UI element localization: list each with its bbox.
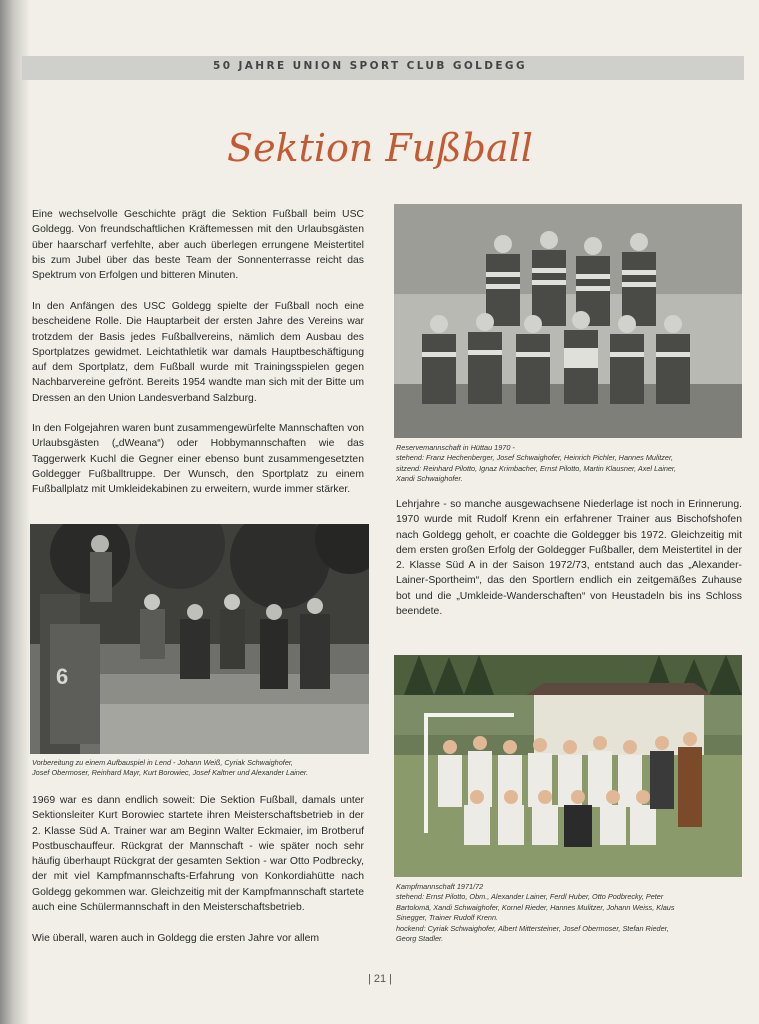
caption-line: Xandi Schwaighofer. [396, 474, 463, 484]
caption-preparation [32, 758, 370, 779]
caption-line: stehend: Franz Hechenberger, Josef Schwaighofer, Heinrich Pichler, Hannes Mulitzer, [396, 453, 674, 463]
running-header: 50 JAHRE UNION SPORT CLUB GOLDEGG [213, 60, 527, 72]
lehrjahre-paragraph: Lehrjahre - so manche ausgewachsene Niederlage ist noch in Erinnerung. 1970 wurde mit Rudolf Krenn ein erfahrener Trainer aus Bischofshofen nach Goldegg geholt, er coachte die Goldegger bis 1972. Gleichzeitig mit dem ersten großen Erfolg der Goldegger Fußballer, dem Meistertitel in der 2. Klasse Süd A in der Saison 1972/73, entstand auch das „Alexander-Lainer-Sportheim“, das den Sportlern endlich ein zeitgemäßes Zuhause bot und die „Umkleide-Wanderschaften“ von Heustadeln bis ins Schloss beendete. [396, 499, 742, 618]
photo-reserve-team [394, 204, 742, 438]
caption-first-team [396, 882, 742, 944]
caption-line: Sinegger, Trainer Rudolf Krenn. [396, 913, 499, 923]
caption-line: hockend: Cyriak Schwaighofer, Albert Mittersteiner, Josef Obermoser, Stefan Rieder, [396, 923, 669, 933]
photo-first-team [394, 655, 742, 877]
history-paragraph: In den Anfängen des USC Goldegg spielte der Fußball noch eine bescheidene Rolle. Die Hauptarbeit der ersten Jahre des Vereins war trotzdem der Basis jedes Fußballvereins, nämlich dem Ausbau des Sportplatzes gewidmet. Leichtathletik war damals Hauptbeschäftigung auf dem Sportplatz, dem Fußball wurde mit Trainingsspielen gegen Nachbarvereine gefrönt. Bereits 1954 wandte man sich mit der Bitte um Dressen an den Union Landesverband Salzburg. [32, 301, 364, 404]
caption-line: Josef Obermoser, Reinhard Mayr, Kurt Borowiec, Josef Kaltner und Alexander Lainer. [32, 768, 309, 778]
book-gutter-shadow [0, 0, 30, 1024]
founding-paragraph: 1969 war es dann endlich soweit: Die Sektion Fußball, damals unter Sektionsleiter Kurt Borowiec startete ihren Meisterschaftsbetrieb in der 2. Klasse Süd A. Trainer war am Beginn Walter Eckmaier, im Brotberuf Postbuschauffeur. Rückgrat der Mannschaft - wie später noch sehr häufig überhaupt Rückgrat der gesamten Sektion - war Otto Podbrecky, der mit viel Kampfmannschafts-Erfahrung von Konkordiahütte nach Goldegg gekommen war. Gleichzeitig mit der Kampfmannschaft startete auch eine Schülermannschaft in den Meisterschaftsbetrieb. [32, 795, 364, 914]
caption-line: sitzend: Reinhard Pilotto, Ignaz Krimbacher, Ernst Pilotto, Martin Klausner, Axel Lainer, [396, 463, 676, 473]
intro-paragraph: Eine wechselvolle Geschichte prägt die Sektion Fußball beim USC Goldegg. Von freundschaftlichen Kräftemessen mit den Urlaubsgästen über haarscharf verfehlte, aber auch überlegen errungene Meistertitel bis zum Jubel über das beste Team der Sonnenterrasse reicht das Spektrum von Erfolgen und bitteren Minuten. [32, 209, 364, 282]
section-title: Sektion Fußball [227, 126, 533, 170]
caption-reserve-team [396, 443, 742, 485]
continuation-paragraph: Wie überall, waren auch in Goldegg die ersten Jahre vor allem [32, 933, 320, 944]
caption-line: Bartolomä, Xandi Schwaighofer, Kornel Rieder, Hannes Mulitzer, Johann Weiss, Klaus [396, 902, 675, 912]
svg-text:6: 6 [56, 664, 69, 689]
caption-line: stehend: Ernst Pilotto, Obm., Alexander Lainer, Ferdl Huber, Otto Podbrecky, Peter [396, 892, 664, 902]
caption-line: Vorbereitung zu einem Aufbauspiel in Lend - Johann Weiß, Cyriak Schwaighofer, [32, 758, 293, 767]
photo-preparation [30, 524, 369, 754]
caption-line: Reservemannschaft in Hüttau 1970 - [396, 443, 515, 452]
page-number: | 21 | [367, 973, 393, 985]
opponents-paragraph: In den Folgejahren waren bunt zusammengewürfelte Mannschaften von Urlaubsgästen („dWeana“) oder Hobbymannschaften wie das Taggerwerk Kuchl die Gegner einer ebenso bunt zusammengesetzten Goldegger Fußballtruppe. Der Wunsch, den Sportplatz zu einem Fußballplatz mit Umkleidekabinen zu erweitern, wurde immer stärker. [32, 423, 364, 496]
caption-line: Georg Stadler. [396, 934, 444, 944]
caption-line: Kampfmannschaft 1971/72 [396, 882, 484, 891]
